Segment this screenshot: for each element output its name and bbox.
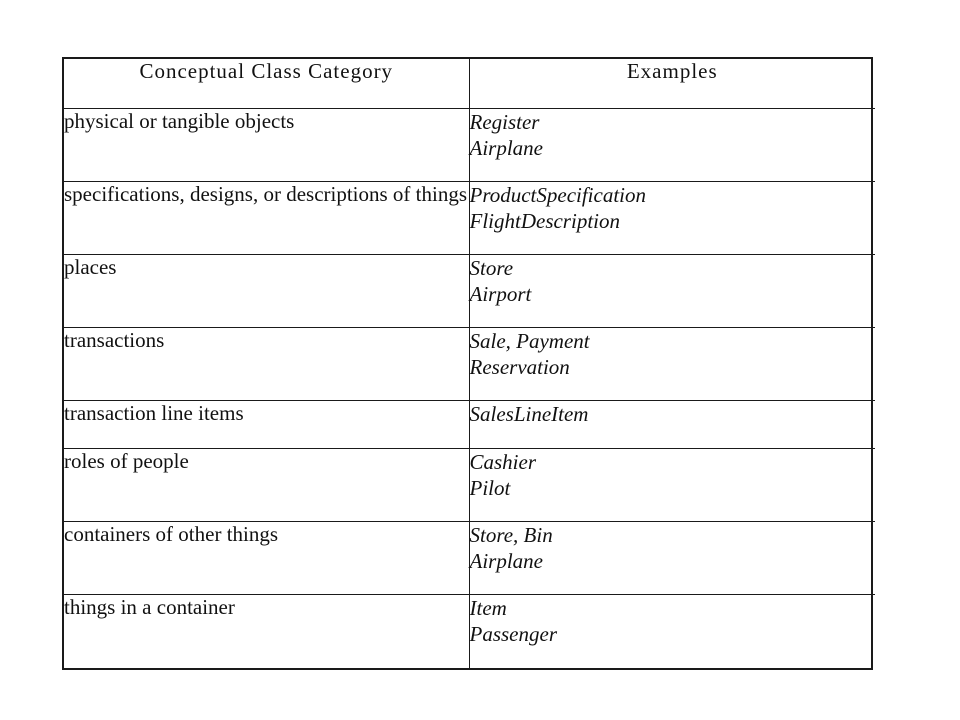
example-item: Reservation xyxy=(469,354,570,379)
examples-cell xyxy=(469,254,875,327)
table-row xyxy=(64,254,875,327)
example-item: Cashier xyxy=(469,450,537,475)
category-cell: transactions xyxy=(64,327,469,400)
category-cell: places xyxy=(64,254,469,327)
example-item: Airplane xyxy=(469,549,543,574)
category-cell: roles of people xyxy=(64,449,469,522)
examples-cell xyxy=(469,595,875,668)
example-item: Airport xyxy=(469,281,532,306)
examples-cell xyxy=(469,181,875,254)
examples-cell xyxy=(469,449,875,522)
table-row xyxy=(64,449,875,522)
example-item: Register xyxy=(469,109,540,134)
example-item: Pilot xyxy=(469,476,511,501)
category-cell: containers of other things xyxy=(64,522,469,595)
example-item: Passenger xyxy=(469,622,557,647)
category-cell: things in a container xyxy=(64,595,469,668)
header-category: Conceptual Class Category xyxy=(64,59,469,108)
example-item: Store xyxy=(469,255,514,280)
example-item: FlightDescription xyxy=(469,208,620,233)
examples-cell xyxy=(469,108,875,181)
example-item: Store, Bin xyxy=(469,523,553,548)
conceptual-class-table xyxy=(64,59,875,668)
example-item: ProductSpecification xyxy=(469,182,647,207)
example-item: SalesLineItem xyxy=(469,402,589,426)
table-row xyxy=(64,401,875,449)
category-cell: physical or tangible objects xyxy=(64,108,469,181)
example-item: Item xyxy=(469,596,507,621)
example-item: Sale, Payment xyxy=(469,328,590,353)
table-row xyxy=(64,595,875,668)
table-row xyxy=(64,108,875,181)
table-row xyxy=(64,522,875,595)
example-item: Airplane xyxy=(469,135,543,160)
examples-cell xyxy=(469,522,875,595)
examples-cell xyxy=(469,401,875,449)
conceptual-class-table-frame xyxy=(62,57,873,670)
header-examples: Examples xyxy=(469,59,875,108)
category-cell: specifications, designs, or descriptions of things xyxy=(64,181,469,254)
table-row xyxy=(64,181,875,254)
table-header-row xyxy=(64,59,875,108)
examples-cell xyxy=(469,327,875,400)
table-row xyxy=(64,327,875,400)
category-cell: transaction line items xyxy=(64,401,469,449)
